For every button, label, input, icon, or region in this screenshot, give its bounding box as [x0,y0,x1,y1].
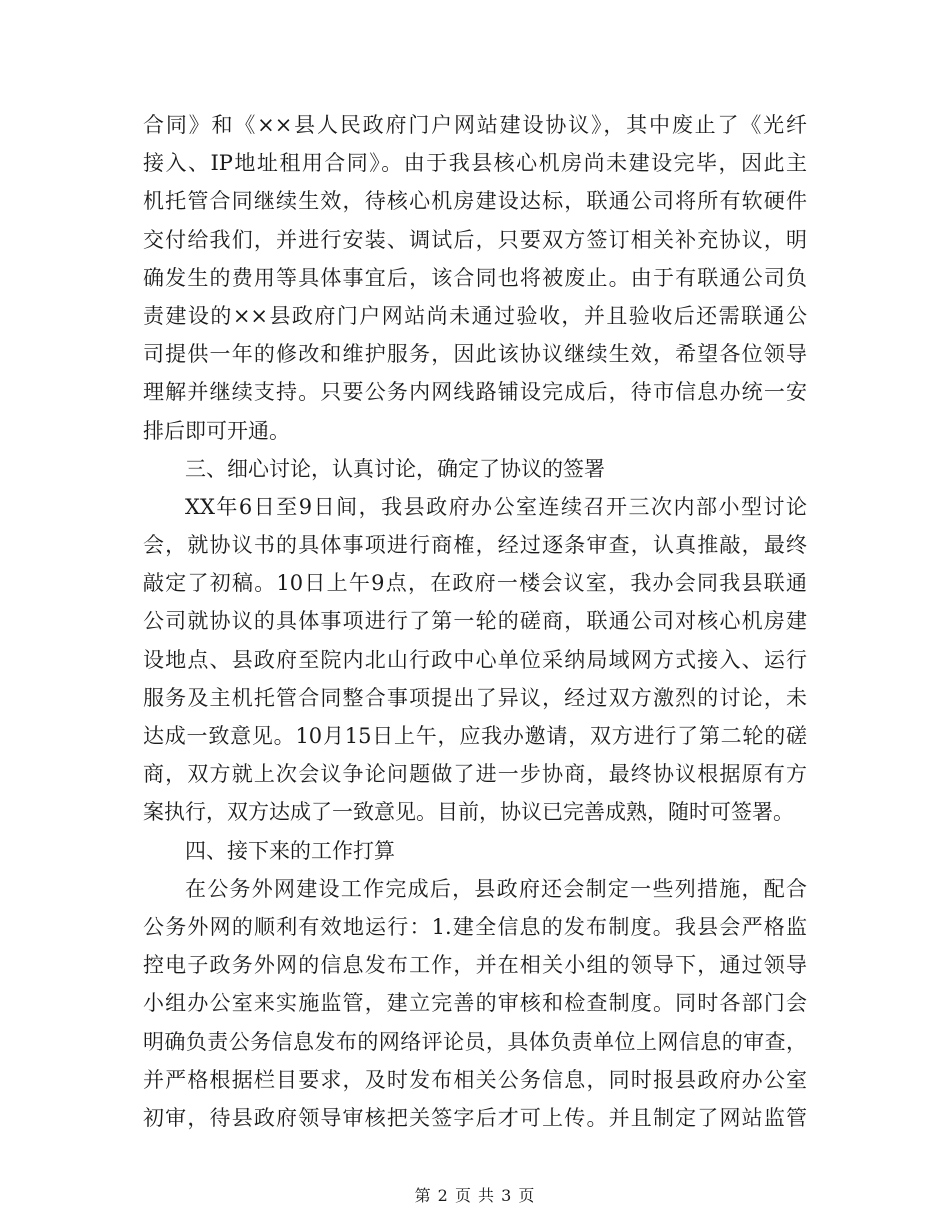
text-line: 设地点、县政府至院内北山行政中心单位采纳局域网方式接入、运行 [143,647,807,672]
section-heading: 四、接下来的工作打算 [185,838,395,863]
text-line: 排后即可开通。 [143,418,290,443]
text-line: 小组办公室来实施监管，建立完善的审核和检查制度。同时各部门会 [143,991,807,1016]
text-line: 并严格根据栏目要求，及时发布相关公务信息，同时报县政府办公室 [143,1067,807,1092]
text-line: 服务及主机托管合同整合事项提出了异议，经过双方激烈的讨论，未 [143,685,807,710]
section-heading-three [143,450,807,488]
text-line: 案执行，双方达成了一致意见。目前，协议已完善成熟，随时可签署。 [143,800,794,825]
document-body [143,106,807,1137]
text-line: 商，双方就上次会议争论问题做了进一步协商，最终协议根据原有方 [143,762,807,787]
page-number-footer: 第 2 页 共 3 页 [414,1186,536,1205]
text-line: 公务外网的顺利有效地运行：1.建全信息的发布制度。我县会严格监 [143,914,807,939]
text-line: 交付给我们，并进行安装、调试后，只要双方签订相关补充协议，明 [143,227,807,252]
text-line: 会，就协议书的具体事项进行商榷，经过逐条审查，认真推敲，最终 [143,533,807,558]
section-heading: 三、细心讨论，认真讨论，确定了协议的签署 [185,456,605,481]
text-line: 控电子政务外网的信息发布工作，并在相关小组的领导下，通过领导 [143,953,807,978]
text-line: 合同》和《××县人民政府门户网站建设协议》，其中废止了《光纤 [143,113,807,137]
text-line: 达成一致意见。10月15日上午，应我办邀请，双方进行了第二轮的磋 [143,724,807,748]
text-line: 确发生的费用等具体事宜后，该合同也将被废止。由于有联通公司负 [143,265,807,290]
text-line: 在公务外网建设工作完成后，县政府还会制定一些列措施，配合 [185,876,807,901]
paragraph-next-steps [143,870,807,1137]
text-line: XX年6日至9日间，我县政府办公室连续召开三次内部小型讨论 [185,494,807,519]
text-line: 接入、IP地址租用合同》。由于我县核心机房尚未建设完毕，因此主 [143,151,807,176]
text-line: 明确负责公务信息发布的网络评论员，具体负责单位上网信息的审查， [143,1029,807,1054]
text-line: 初审，待县政府领导审核把关签字后才可上传。并且制定了网站监管 [143,1105,807,1130]
text-line: 司提供一年的修改和维护服务，因此该协议继续生效，希望各位领导 [143,342,807,367]
section-heading-four [143,832,807,870]
text-line: 理解并继续支持。只要公务内网线路铺设完成后，待市信息办统一安 [143,380,807,405]
text-line: 公司就协议的具体事项进行了第一轮的磋商，联通公司对核心机房建 [143,609,807,634]
text-line: 责建设的××县政府门户网站尚未通过验收，并且验收后还需联通公 [143,303,807,328]
text-line: 机托管合同继续生效，待核心机房建设达标，联通公司将所有软硬件 [143,189,807,214]
paragraph-discussion [143,488,807,832]
paragraph-continued-contracts [143,106,807,450]
text-line: 敲定了初稿。10日上午9点，在政府一楼会议室，我办会同我县联通 [143,571,807,596]
